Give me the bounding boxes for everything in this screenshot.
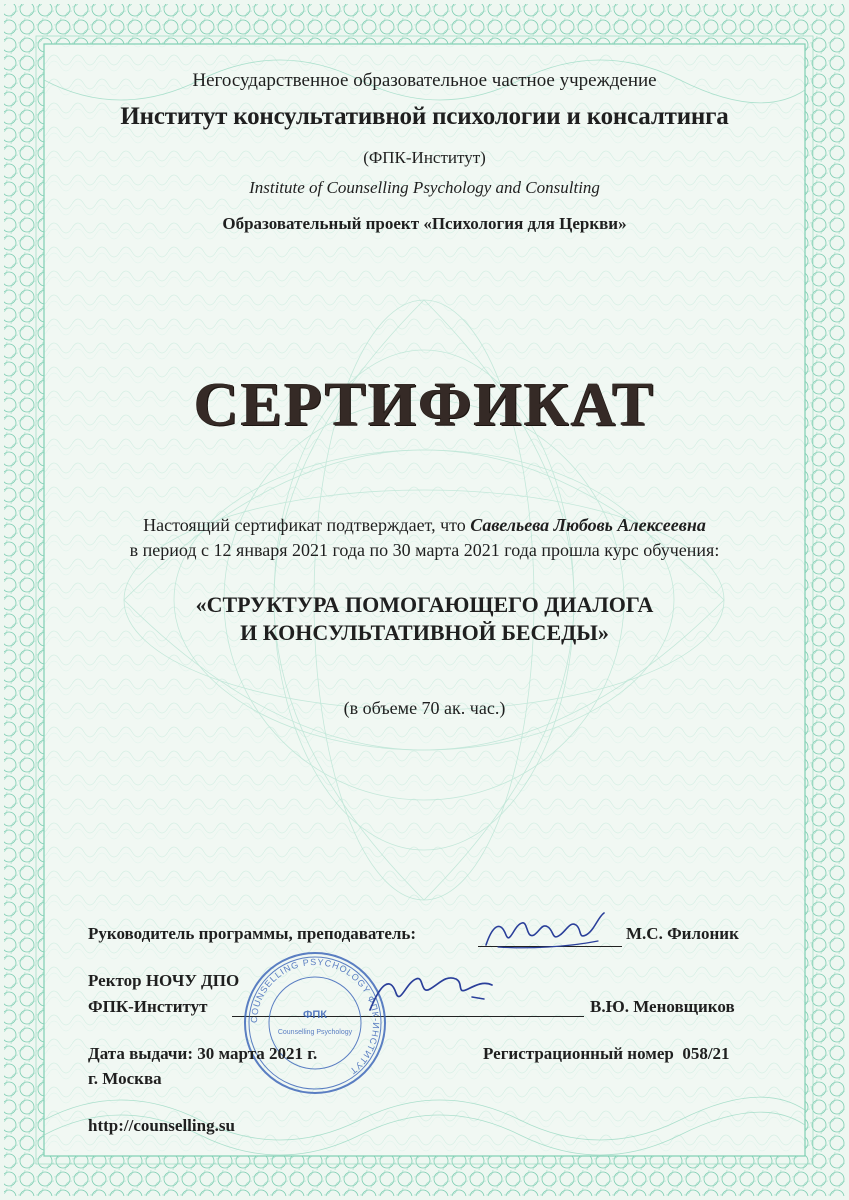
stamp-center-line2: Counselling Psychology	[277, 1029, 353, 1036]
certificate-title: СЕРТИФИКАТ	[193, 371, 656, 439]
website-link[interactable]: http://counselling.su	[88, 1116, 235, 1135]
institute-abbreviation: (ФПК-Институт)	[363, 148, 486, 167]
confirm-line	[0, 515, 849, 536]
program-head-label: Руководитель программы, преподаватель:	[88, 924, 417, 943]
program-head-name: М.С. Филоник	[626, 924, 739, 943]
program-head-signature	[478, 905, 618, 955]
course-title-line2: И КОНСУЛЬТАТИВНОЙ БЕСЕДЫ»	[240, 620, 609, 645]
rector-name: В.Ю. Меновщиков	[590, 997, 735, 1016]
course-volume: (в объеме 70 ак. час.)	[343, 698, 506, 718]
stamp-ring-text: COUNSELLING PSYCHOLOGY ФПК-ИНСТИТУТ	[248, 956, 382, 1077]
rector-signature	[360, 965, 500, 1020]
rector-label-line1: Ректор НОЧУ ДПО	[88, 971, 240, 990]
org-type: Негосударственное образовательное частное учреждение	[192, 70, 657, 91]
registration-number: Регистрационный номер 058/21	[483, 1044, 730, 1063]
institute-name: Институт консультативной психологии и консалтинга	[120, 103, 729, 130]
rector-label-line2: ФПК-Институт	[88, 997, 208, 1016]
educational-project: Образовательный проект «Психология для Церкви»	[222, 214, 627, 233]
confirm-prefix: Настоящий сертификат подтверждает, что	[143, 515, 466, 535]
issue-city: г. Москва	[88, 1069, 162, 1088]
holder-name: Савельева Любовь Алексеевна	[470, 515, 706, 535]
study-period: в период с 12 января 2021 года по 30 марта 2021 года прошла курс обучения:	[129, 540, 720, 560]
institute-english-name: Institute of Counselling Psychology and Consulting	[249, 178, 600, 197]
course-title-line1: «СТРУКТУРА ПОМОГАЮЩЕГО ДИАЛОГА	[195, 592, 654, 617]
issue-date: Дата выдачи: 30 марта 2021 г.	[88, 1044, 318, 1063]
stamp-center-line1: ФПК	[302, 1009, 328, 1021]
